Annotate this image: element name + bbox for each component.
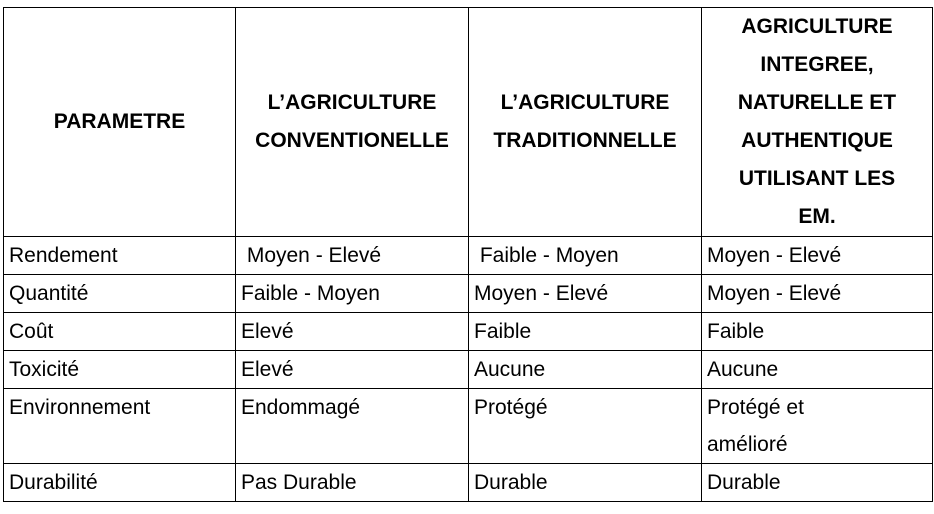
cell-value: Moyen - Elevé bbox=[707, 244, 842, 267]
header-parametre: PARAMETRE bbox=[53, 110, 186, 133]
table-row bbox=[4, 464, 933, 502]
cell-value: Endommagé bbox=[241, 396, 361, 419]
table-cell bbox=[702, 389, 933, 464]
table-cell bbox=[702, 237, 933, 275]
table-cell bbox=[4, 351, 236, 389]
table-cell bbox=[469, 237, 702, 275]
table-cell bbox=[236, 237, 469, 275]
cell-value: Pas Durable bbox=[241, 471, 357, 494]
table-cell bbox=[236, 389, 469, 464]
cell-value: Moyen - Elevé bbox=[707, 282, 842, 305]
table-cell bbox=[4, 464, 236, 502]
table-cell bbox=[702, 464, 933, 502]
row-label: Durabilité bbox=[9, 471, 98, 494]
table-row bbox=[4, 351, 933, 389]
table-cell bbox=[4, 275, 236, 313]
header-integree: AGRICULTURE INTEGREE, NATURELLE ET AUTHENTIQUE UTILISANT LES EM. bbox=[737, 15, 897, 228]
cell-value: Elevé bbox=[241, 358, 294, 381]
table-row bbox=[4, 313, 933, 351]
row-label: Toxicité bbox=[9, 358, 80, 381]
header-cell bbox=[469, 8, 702, 237]
table-cell bbox=[236, 351, 469, 389]
table-cell bbox=[702, 351, 933, 389]
row-label: Rendement bbox=[9, 244, 118, 267]
header-cell bbox=[236, 8, 469, 237]
cell-value: Protégé et amélioré bbox=[707, 396, 804, 456]
table-cell bbox=[469, 464, 702, 502]
table-cell bbox=[469, 389, 702, 464]
header-cell bbox=[4, 8, 236, 237]
cell-value: Aucune bbox=[707, 358, 779, 381]
table-row bbox=[4, 389, 933, 464]
row-label: Coût bbox=[9, 320, 54, 343]
cell-value: Protégé bbox=[474, 396, 548, 419]
table-row bbox=[4, 237, 933, 275]
cell-value: Faible - Moyen bbox=[241, 282, 380, 305]
table-cell bbox=[469, 275, 702, 313]
cell-value: Faible - Moyen bbox=[474, 244, 619, 267]
table-cell bbox=[4, 313, 236, 351]
table-cell bbox=[702, 275, 933, 313]
row-label: Environnement bbox=[9, 396, 151, 419]
table-cell bbox=[702, 313, 933, 351]
header-row bbox=[4, 8, 933, 237]
table-cell bbox=[469, 351, 702, 389]
table-cell bbox=[4, 389, 236, 464]
table-cell bbox=[236, 313, 469, 351]
cell-value: Aucune bbox=[474, 358, 546, 381]
comparison-table bbox=[3, 7, 933, 502]
cell-value: Moyen - Elevé bbox=[474, 282, 609, 305]
cell-value: Moyen - Elevé bbox=[241, 244, 382, 267]
cell-value: Elevé bbox=[241, 320, 294, 343]
table-cell bbox=[236, 275, 469, 313]
row-label: Quantité bbox=[9, 282, 89, 305]
cell-value: Faible bbox=[474, 320, 532, 343]
cell-value: Durable bbox=[474, 471, 548, 494]
table-cell bbox=[236, 464, 469, 502]
header-cell bbox=[702, 8, 933, 237]
header-conventionelle: L’AGRICULTURE CONVENTIONELLE bbox=[255, 91, 449, 152]
cell-value: Faible bbox=[707, 320, 765, 343]
cell-value: Durable bbox=[707, 471, 781, 494]
table-cell bbox=[469, 313, 702, 351]
table-cell bbox=[4, 237, 236, 275]
header-traditionnelle: L’AGRICULTURE TRADITIONNELLE bbox=[493, 91, 677, 152]
table-row bbox=[4, 275, 933, 313]
